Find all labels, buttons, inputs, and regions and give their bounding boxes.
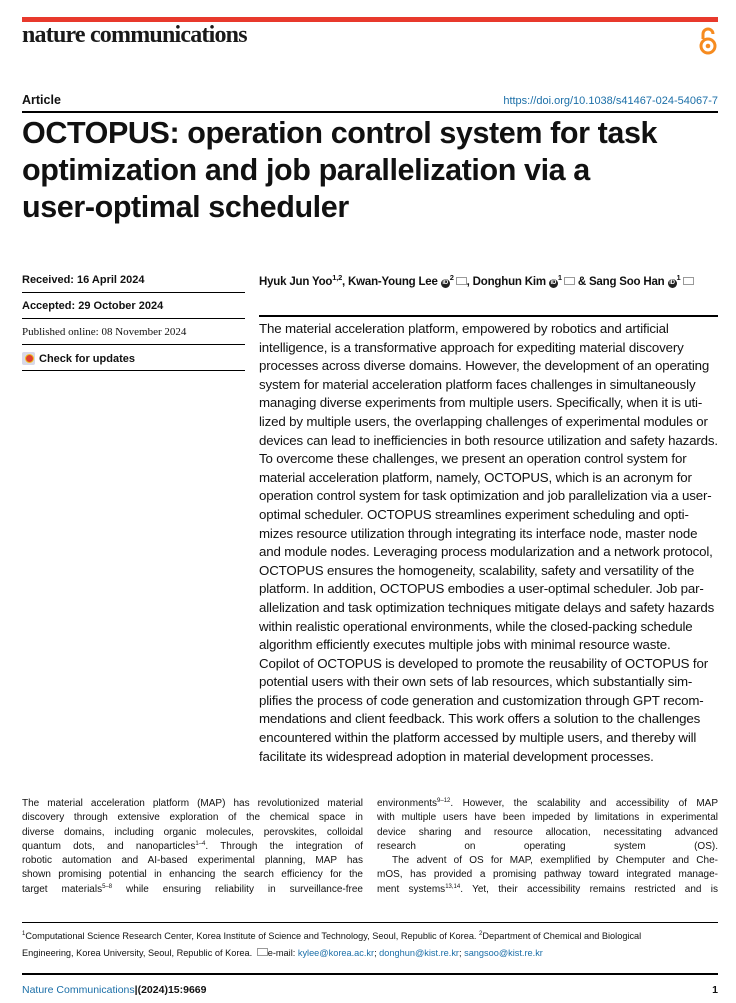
open-access-icon xyxy=(697,27,719,55)
orcid-icon[interactable]: iD xyxy=(669,279,675,286)
divider xyxy=(22,344,245,345)
footer-citation: Nature Communications|(2024)15:9669 xyxy=(22,984,207,996)
body-text: quantum dots, and nanoparticles xyxy=(22,840,196,852)
email-link[interactable]: donghun@kist.re.kr xyxy=(379,948,459,958)
abstract-line: processes across diverse domains. However, the development of an operating xyxy=(259,358,710,374)
abstract-line: mendations and client feedback. This work offers a solution to the challenges xyxy=(259,711,701,727)
body-line xyxy=(22,868,363,882)
citation-ref[interactable]: 5–8 xyxy=(102,883,113,890)
title-line: optimization and job parallelization via a xyxy=(22,153,590,187)
body-text: ment systems xyxy=(377,883,446,895)
body-line xyxy=(22,854,363,868)
journal-name: nature communications xyxy=(22,22,247,48)
author[interactable] xyxy=(588,273,694,288)
body-text: The material acceleration platform (MAP) has revolutionized material xyxy=(22,798,363,809)
affiliations-line-1 xyxy=(22,928,722,945)
article-type: Article xyxy=(22,93,61,107)
abstract-line: managing diverse experiments from multiple users. Specifically, when it is uti- xyxy=(259,395,703,411)
body-text: robotic automation and AI-based experimental planning, MAP has xyxy=(22,855,363,867)
body-line xyxy=(377,840,718,854)
accepted-date: Accepted: 29 October 2024 xyxy=(22,300,164,312)
abstract-line: intelligence, is a transformative approach for expediting material discovery xyxy=(259,339,684,355)
abstract-line: within realistic operational environments, while the closed-packing schedule xyxy=(259,618,693,634)
author[interactable] xyxy=(472,273,575,288)
body-text: shown promising potential in enhancing the search efficiency for the xyxy=(22,869,363,881)
body-text: target materials xyxy=(22,883,103,895)
abstract-line: potential users with their own sets of lab resources, which substantially sim- xyxy=(259,674,693,690)
published-date: Published online: 08 November 2024 xyxy=(22,326,187,338)
body-column-right xyxy=(377,797,718,897)
article-title xyxy=(22,115,722,226)
received-date: Received: 16 April 2024 xyxy=(22,274,145,286)
email-link[interactable]: sangsoo@kist.re.kr xyxy=(464,948,543,958)
author-list: Hyuk Jun Yoo$^{1,2}$, Kwan-Young Lee $iD^2$ , Donghun Kim $iD^1$ & Sang Soo Han $iD^1$ xyxy=(259,273,694,288)
author-name: Donghun Kim xyxy=(472,275,546,288)
footer-journal: Nature Communications xyxy=(22,984,135,996)
author-name: Kwan-Young Lee xyxy=(348,275,438,288)
body-line xyxy=(377,797,718,811)
abstract-line: operation control system for task optimization and job parallelization via a user- xyxy=(259,488,712,504)
abstract-line: encountered within the platform accessed by multiple users, and thereby will xyxy=(259,730,697,746)
email-link[interactable]: kylee@korea.ac.kr xyxy=(297,948,375,958)
body-text: . However, the scalability and accessibility of MAP xyxy=(450,798,718,809)
citation-ref[interactable]: 1–4 xyxy=(195,840,206,847)
abstract-line: and module nodes. Leveraging process modularization and a network protocol, xyxy=(259,544,713,560)
citation-ref[interactable]: 9–12 xyxy=(437,798,451,804)
body-line xyxy=(377,868,718,882)
email-icon[interactable] xyxy=(683,277,694,285)
body-text: The advent of OS for MAP, exemplified by Chemputer and Che- xyxy=(377,855,718,867)
abstract-line: devices can lead to inefficiencies in both resource utilization and safety hazards. xyxy=(259,432,718,448)
orcid-icon[interactable]: iD xyxy=(550,279,557,286)
abstract-line: facilitate its widespread adoption in material development processes. xyxy=(259,748,654,764)
body-column-left xyxy=(22,797,363,897)
affiliation-number: 2 xyxy=(479,931,483,937)
body-line xyxy=(377,883,718,897)
abstract-line: plifies the process of code generation and customization through GPT recom- xyxy=(259,692,704,708)
body-line xyxy=(22,826,363,840)
body-line xyxy=(22,811,363,825)
abstract-line: allelization and task optimization techniques mitigate delays and safety hazards xyxy=(259,599,715,615)
abstract-line: material acceleration platform, namely, OCTOPUS, which is an acronym for xyxy=(259,469,692,485)
body-line xyxy=(22,797,363,811)
footer-volume: (2024)15:9669 xyxy=(137,984,207,996)
check-updates-label: Check for updates xyxy=(39,352,135,365)
abstract xyxy=(259,320,721,766)
abstract-line: Copilot of OCTOPUS is developed to promote the reusability of OCTOPUS for xyxy=(259,655,708,671)
title-line: user-optimal scheduler xyxy=(22,190,349,224)
abstract-line: lized by multiple users, the overlapping challenges of experimental modules or xyxy=(259,413,708,429)
affiliation-number: 1 xyxy=(22,931,26,937)
body-text: mOS, has provided a promising pathway toward integrated manage- xyxy=(377,869,718,881)
email-icon[interactable] xyxy=(456,277,467,285)
body-text: while ensuring reliability in surveillance-free xyxy=(112,883,363,895)
body-line xyxy=(377,826,718,840)
divider xyxy=(22,111,718,113)
affiliation-number: 1 xyxy=(557,273,562,282)
body-text: . Yet, their accessibility remains restricted and is xyxy=(460,883,718,895)
affiliation-number: 1 xyxy=(676,273,681,282)
body-line xyxy=(377,811,718,825)
affiliation-2: Department of Chemical and Biological xyxy=(482,931,642,941)
divider xyxy=(22,973,718,975)
divider xyxy=(22,370,245,371)
orcid-icon[interactable]: iD xyxy=(442,279,448,286)
body-text: with multiple users have been impeded by limitations in experimental xyxy=(377,812,718,824)
affiliation-2-cont: Engineering, Korea University, Seoul, Republic of Korea. xyxy=(22,948,255,958)
body-line xyxy=(22,840,363,854)
abstract-line: mizes resource utilization through integrating its interface node, master node xyxy=(259,525,698,541)
abstract-line: system for material acceleration platform faces challenges in simultaneously xyxy=(259,376,696,392)
abstract-line: optimal scheduler. OCTOPUS streamlines experiment scheduling and opti- xyxy=(259,506,689,522)
body-line xyxy=(377,854,718,868)
affiliation-number: 2 xyxy=(449,273,454,282)
email-icon[interactable] xyxy=(564,277,575,285)
body-text: research on operating system (OS). xyxy=(377,840,718,852)
author-name: Hyuk Jun Yoo xyxy=(259,275,333,288)
abstract-line: The material acceleration platform, empowered by robotics and artificial xyxy=(259,321,669,336)
affiliations-line-2: Engineering, Korea University, Seoul, Republic of Korea. e-mail: kylee@korea.ac.kr; donghun@kist.re.kr; sangsoo@kist.re.kr xyxy=(22,948,543,958)
check-updates-icon xyxy=(22,352,35,365)
body-text: environments xyxy=(377,798,438,809)
body-text: . Through the integration of xyxy=(205,840,363,852)
abstract-line: OCTOPUS ensures the homogeneity, scalability, safety and versatility of the xyxy=(259,562,695,578)
author[interactable] xyxy=(259,273,343,288)
body-text: device sharing and resource allocation, necessitating advanced xyxy=(377,826,718,838)
divider xyxy=(22,292,245,293)
doi-link[interactable]: https://doi.org/10.1038/s41467-024-54067-7 xyxy=(503,95,718,107)
page-number: 1 xyxy=(712,984,718,996)
title-line: OCTOPUS: operation control system for task xyxy=(22,116,658,150)
abstract-line: platform. In addition, OCTOPUS embodies a user-optimal scheduler. Job par- xyxy=(259,581,704,597)
citation-ref[interactable]: 13,14 xyxy=(445,883,461,890)
body-text: diverse domains, including organic molecules, perovskites, colloidal xyxy=(22,826,363,838)
email-label: e-mail: xyxy=(267,948,298,958)
author-name: Sang Soo Han xyxy=(588,275,665,288)
affiliation-number: 1,2 xyxy=(332,273,343,282)
divider xyxy=(22,922,718,923)
author[interactable] xyxy=(348,273,467,288)
email-icon xyxy=(257,948,268,956)
body-text: discovery through extensive exploration of the chemical space in xyxy=(22,812,363,824)
body-line xyxy=(22,883,363,897)
divider xyxy=(22,318,245,319)
abstract-line: To overcome these challenges, we present an operation control system for xyxy=(259,451,687,467)
divider xyxy=(259,315,718,317)
abstract-line: algorithm efficiently executes multiple jobs with minimal resource waste. xyxy=(259,637,671,653)
affiliation-1: Computational Science Research Center, Korea Institute of Science and Technology, Seoul, Republic of Korea. xyxy=(25,931,480,941)
check-for-updates-button[interactable] xyxy=(22,352,135,365)
